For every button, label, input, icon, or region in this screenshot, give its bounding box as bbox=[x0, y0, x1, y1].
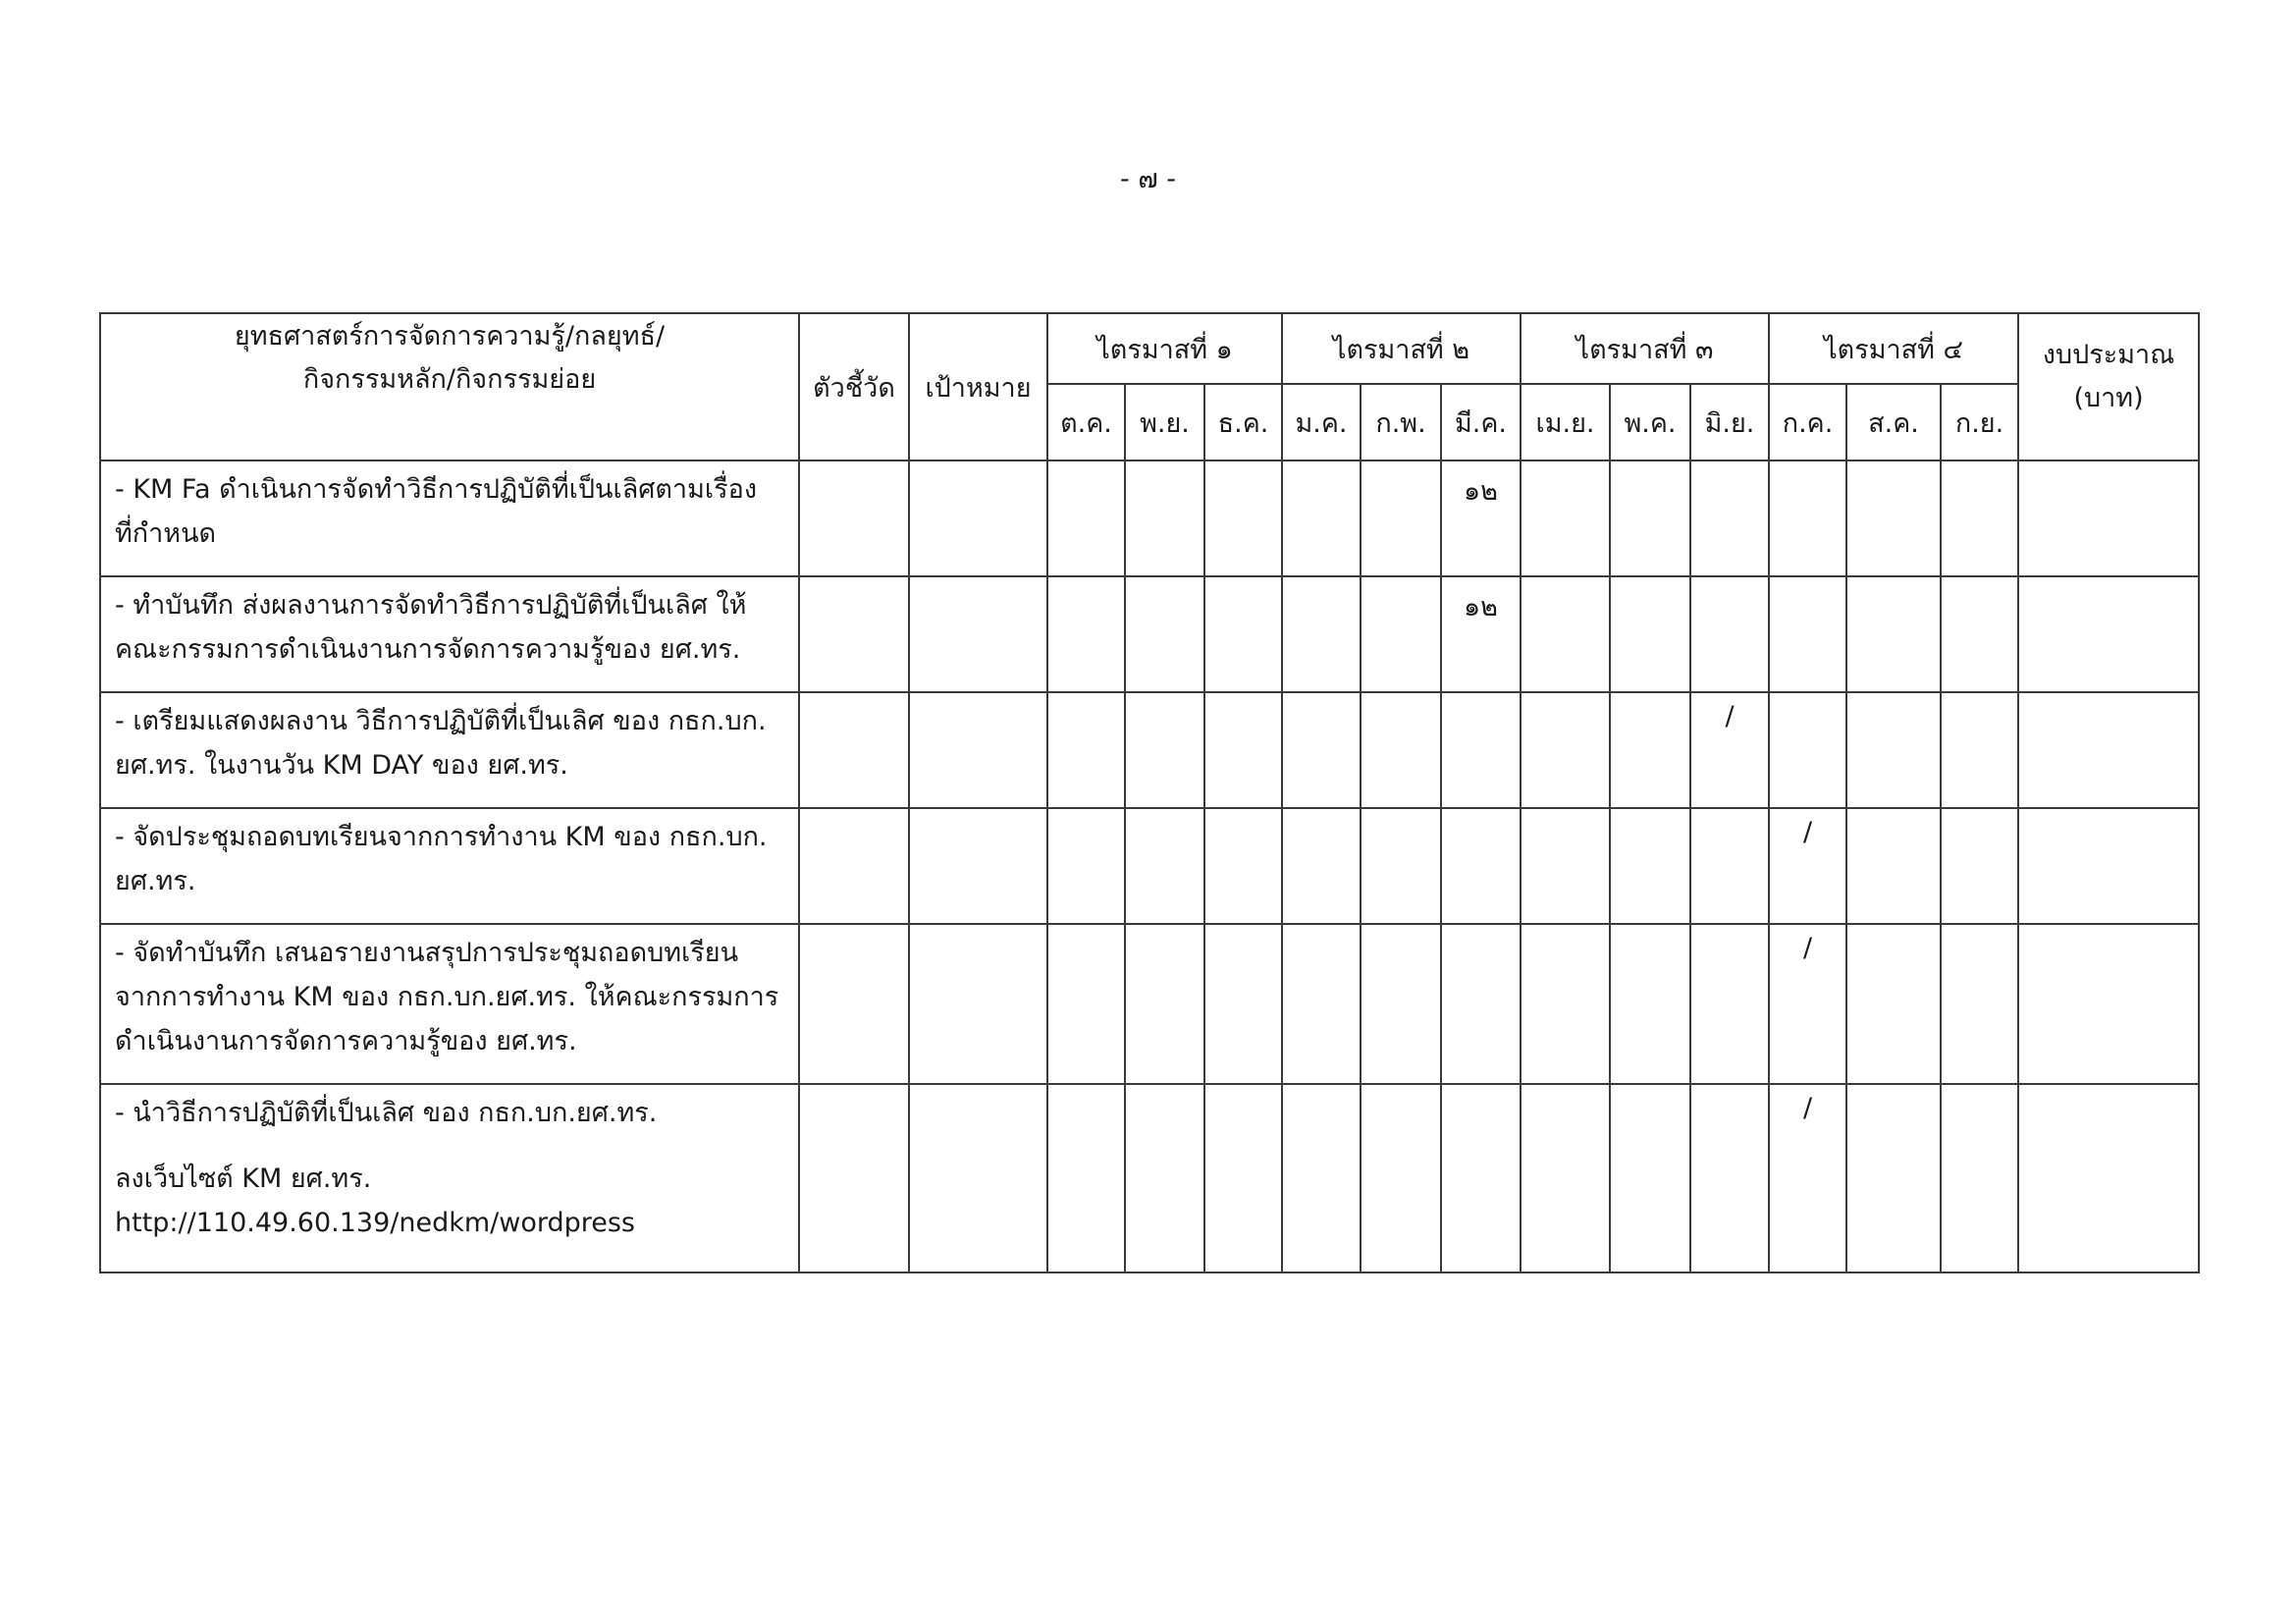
month-cell bbox=[1125, 924, 1204, 1084]
quarter-2-header: ไตรมาสที่ ๒ bbox=[1282, 313, 1521, 384]
budget-cell bbox=[2018, 460, 2199, 576]
target-cell bbox=[909, 1084, 1047, 1272]
month-cell bbox=[1361, 692, 1441, 808]
table-row bbox=[100, 460, 2199, 576]
month-header: ก.พ. bbox=[1361, 384, 1441, 460]
month-cell bbox=[1690, 576, 1769, 692]
activity-cell bbox=[100, 1084, 799, 1272]
month-cell bbox=[1125, 692, 1204, 808]
month-header: ก.ค. bbox=[1769, 384, 1846, 460]
month-cell bbox=[1047, 808, 1125, 924]
month-cell bbox=[1361, 460, 1441, 576]
month-cell bbox=[1521, 924, 1610, 1084]
month-cell bbox=[1125, 460, 1204, 576]
month-cell bbox=[1521, 460, 1610, 576]
month-cell bbox=[1361, 924, 1441, 1084]
month-cell bbox=[1282, 460, 1361, 576]
month-cell bbox=[1125, 808, 1204, 924]
budget-header-line2: (บาท) bbox=[2073, 383, 2144, 413]
target-cell bbox=[909, 808, 1047, 924]
month-cell bbox=[1941, 576, 2018, 692]
month-cell bbox=[1047, 460, 1125, 576]
month-cell bbox=[1361, 808, 1441, 924]
month-cell bbox=[1204, 576, 1282, 692]
month-cell bbox=[1282, 924, 1361, 1084]
quarter-4-header: ไตรมาสที่ ๔ bbox=[1769, 313, 2018, 384]
activity-line: - ทำบันทึก ส่งผลงานการจัดทำวิธีการปฏิบัติที่เป็นเลิศ ให้ bbox=[115, 590, 747, 621]
target-cell bbox=[909, 460, 1047, 576]
month-cell: / bbox=[1769, 1084, 1846, 1272]
activity-line: ดำเนินงานการจัดการความรู้ของ ยศ.ทร. bbox=[115, 1026, 577, 1056]
month-cell bbox=[1690, 1084, 1769, 1272]
budget-cell bbox=[2018, 808, 2199, 924]
table-row bbox=[100, 1084, 2199, 1272]
month-cell bbox=[1441, 808, 1521, 924]
indicator-cell bbox=[799, 1084, 909, 1272]
table-row bbox=[100, 576, 2199, 692]
month-cell bbox=[1521, 808, 1610, 924]
target-cell bbox=[909, 692, 1047, 808]
month-cell bbox=[1941, 460, 2018, 576]
month-cell bbox=[1941, 924, 2018, 1084]
month-cell bbox=[1846, 924, 1941, 1084]
month-cell bbox=[1204, 924, 1282, 1084]
month-cell bbox=[1047, 692, 1125, 808]
activity-line: ที่กำหนด bbox=[115, 518, 217, 549]
header-row-quarters bbox=[100, 313, 2199, 384]
month-cell bbox=[1610, 924, 1690, 1084]
month-cell bbox=[1941, 1084, 2018, 1272]
month-cell bbox=[1521, 576, 1610, 692]
month-header: พ.ย. bbox=[1125, 384, 1204, 460]
month-header: พ.ค. bbox=[1610, 384, 1690, 460]
month-cell bbox=[1610, 576, 1690, 692]
month-cell bbox=[1521, 1084, 1610, 1272]
indicator-cell bbox=[799, 576, 909, 692]
indicator-cell bbox=[799, 692, 909, 808]
month-cell bbox=[1441, 692, 1521, 808]
budget-cell bbox=[2018, 1084, 2199, 1272]
month-cell bbox=[1941, 692, 2018, 808]
month-cell bbox=[1125, 1084, 1204, 1272]
month-cell bbox=[1610, 1084, 1690, 1272]
target-cell bbox=[909, 576, 1047, 692]
indicator-cell bbox=[799, 460, 909, 576]
month-cell bbox=[1282, 576, 1361, 692]
quarter-3-header: ไตรมาสที่ ๓ bbox=[1521, 313, 1769, 384]
budget-header-line1: งบประมาณ bbox=[2042, 340, 2175, 370]
activity-cell bbox=[100, 460, 799, 576]
month-cell: ๑๒ bbox=[1441, 576, 1521, 692]
table-row bbox=[100, 808, 2199, 924]
month-header: มิ.ย. bbox=[1690, 384, 1769, 460]
month-header: เม.ย. bbox=[1521, 384, 1610, 460]
month-cell bbox=[1769, 692, 1846, 808]
month-cell bbox=[1361, 1084, 1441, 1272]
activity-line: - จัดทำบันทึก เสนอรายงานสรุปการประชุมถอดบทเรียน bbox=[115, 938, 739, 968]
month-cell bbox=[1282, 1084, 1361, 1272]
month-cell: ๑๒ bbox=[1441, 460, 1521, 576]
month-cell bbox=[1610, 460, 1690, 576]
month-cell bbox=[1047, 924, 1125, 1084]
month-header: ม.ค. bbox=[1282, 384, 1361, 460]
target-header: เป้าหมาย bbox=[909, 313, 1047, 460]
month-header: ก.ย. bbox=[1941, 384, 2018, 460]
month-cell bbox=[1610, 808, 1690, 924]
indicator-cell bbox=[799, 924, 909, 1084]
month-cell bbox=[1047, 1084, 1125, 1272]
quarter-1-header: ไตรมาสที่ ๑ bbox=[1047, 313, 1282, 384]
activity-line: คณะกรรมการดำเนินงานการจัดการความรู้ของ ยศ.ทร. bbox=[115, 634, 741, 665]
activity-line: จากการทำงาน KM ของ กธก.บก.ยศ.ทร. ให้คณะกรรมการ bbox=[115, 982, 779, 1012]
month-cell bbox=[1441, 1084, 1521, 1272]
budget-cell bbox=[2018, 924, 2199, 1084]
month-cell bbox=[1690, 924, 1769, 1084]
month-cell bbox=[1282, 692, 1361, 808]
month-cell bbox=[1846, 692, 1941, 808]
month-cell bbox=[1282, 808, 1361, 924]
budget-header bbox=[2018, 313, 2199, 460]
month-header: ส.ค. bbox=[1846, 384, 1941, 460]
month-cell bbox=[1204, 460, 1282, 576]
month-cell bbox=[1846, 1084, 1941, 1272]
activity-line: ยศ.ทร. bbox=[115, 866, 196, 896]
activity-link: http://110.49.60.139/nedkm/wordpress bbox=[115, 1208, 635, 1238]
month-cell: / bbox=[1769, 808, 1846, 924]
month-header: ธ.ค. bbox=[1204, 384, 1282, 460]
activity-cell bbox=[100, 692, 799, 808]
month-cell: / bbox=[1690, 692, 1769, 808]
activity-line: ยศ.ทร. ในงานวัน KM DAY ของ ยศ.ทร. bbox=[115, 750, 568, 781]
activity-line: - เตรียมแสดงผลงาน วิธีการปฏิบัติที่เป็นเลิศ ของ กธก.บก. bbox=[115, 706, 767, 736]
activity-line: - จัดประชุมถอดบทเรียนจากการทำงาน KM ของ กธก.บก. bbox=[115, 822, 768, 852]
strategy-header bbox=[100, 313, 799, 460]
month-cell bbox=[1846, 460, 1941, 576]
activity-line: ลงเว็บไซต์ KM ยศ.ทร. bbox=[115, 1164, 372, 1194]
month-cell bbox=[1204, 1084, 1282, 1272]
month-cell bbox=[1204, 808, 1282, 924]
month-cell bbox=[1441, 924, 1521, 1084]
page-number: - ๗ - bbox=[1120, 164, 1176, 194]
month-cell bbox=[1047, 576, 1125, 692]
month-cell bbox=[1846, 808, 1941, 924]
month-cell bbox=[1361, 576, 1441, 692]
activity-cell bbox=[100, 808, 799, 924]
month-cell bbox=[1610, 692, 1690, 808]
month-cell bbox=[1690, 460, 1769, 576]
month-cell bbox=[1690, 808, 1769, 924]
km-plan-table bbox=[99, 312, 2200, 1273]
month-cell bbox=[1941, 808, 2018, 924]
month-cell bbox=[1769, 576, 1846, 692]
activity-line: - KM Fa ดำเนินการจัดทำวิธีการปฏิบัติที่เป็นเลิศตามเรื่อง bbox=[115, 474, 757, 505]
strategy-header-line2: กิจกรรมหลัก/กิจกรรมย่อย bbox=[302, 364, 597, 395]
table-row bbox=[100, 692, 2199, 808]
activity-line: - นำวิธีการปฏิบัติที่เป็นเลิศ ของ กธก.บก.ยศ.ทร. bbox=[115, 1098, 658, 1128]
month-cell bbox=[1204, 692, 1282, 808]
month-cell: / bbox=[1769, 924, 1846, 1084]
month-cell bbox=[1125, 576, 1204, 692]
target-cell bbox=[909, 924, 1047, 1084]
indicator-header: ตัวชี้วัด bbox=[799, 313, 909, 460]
month-cell bbox=[1846, 576, 1941, 692]
activity-cell bbox=[100, 924, 799, 1084]
month-cell bbox=[1521, 692, 1610, 808]
budget-cell bbox=[2018, 576, 2199, 692]
month-header: ต.ค. bbox=[1047, 384, 1125, 460]
table-row bbox=[100, 924, 2199, 1084]
indicator-cell bbox=[799, 808, 909, 924]
strategy-header-line1: ยุทธศาสตร์การจัดการความรู้/กลยุทธ์/ bbox=[234, 321, 666, 352]
month-cell bbox=[1769, 460, 1846, 576]
activity-cell bbox=[100, 576, 799, 692]
month-header: มี.ค. bbox=[1441, 384, 1521, 460]
budget-cell bbox=[2018, 692, 2199, 808]
